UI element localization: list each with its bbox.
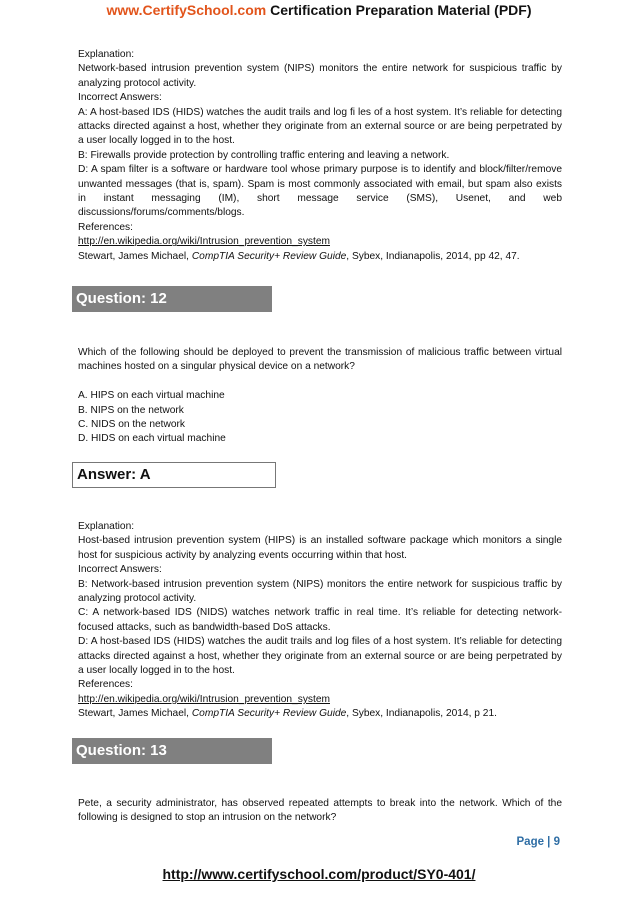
- option-d: D. HIDS on each virtual machine: [78, 433, 226, 445]
- question-text: Pete, a security administrator, has observed repeated attempts to break into the network. Which of the following is designed to stop an intrusion on the network?: [78, 798, 562, 824]
- explanation-text: B: Firewalls provide protection by controlling traffic entering and leaving a network.: [78, 149, 450, 161]
- header-title: Certification Preparation Material (PDF): [270, 2, 532, 18]
- explanation-label: Explanation:: [78, 521, 135, 532]
- reference-link[interactable]: http://en.wikipedia.org/wiki/Intrusion_prevention_system: [78, 236, 330, 248]
- explanation-label: Explanation:: [78, 49, 135, 60]
- option-c: C. NIDS on the network: [78, 419, 186, 431]
- question-13-heading: Question: 13: [72, 738, 272, 764]
- page-number: Page | 9: [516, 836, 560, 848]
- answer-box: Answer: A: [72, 462, 276, 488]
- explanation-block-11: [78, 48, 562, 264]
- explanation-text: Network-based intrusion prevention system (NIPS) monitors the entire network for suspicious traffic by analyzing protocol activity.: [78, 63, 562, 89]
- option-a: A. HIPS on each virtual machine: [78, 390, 225, 402]
- explanation-text: B: Network-based intrusion prevention system (NIPS) monitors the entire network for suspicious traffic by analyzing protocol activity.: [78, 578, 562, 605]
- page-footer: [0, 866, 638, 882]
- explanation-text: Host-based intrusion prevention system (HIPS) is an installed software package which monitors a single host for suspicious activity by analyzing events occurring within that host.: [78, 535, 562, 561]
- question-text: Which of the following should be deployed to prevent the transmission of malicious traffic between virtual machines hosted on a singular physical device on a network?: [78, 347, 562, 373]
- option-b: B. NIPS on the network: [78, 404, 184, 416]
- incorrect-answers-label: Incorrect Answers:: [78, 564, 162, 576]
- explanation-text: D: A host-based IDS (HIDS) watches the audit trails and log files of a host system. It’s reliable for detecting attacks directed against a host, whether they originate from an external source or are being perpetrated by a user locally logged in to the host.: [78, 636, 562, 677]
- footer-product-link[interactable]: http://www.certifyschool.com/product/SY0-401/: [162, 866, 476, 882]
- header-brand-link[interactable]: www.CertifySchool.com: [106, 2, 267, 18]
- reference-citation: Stewart, James Michael, CompTIA Security+ Review Guide, Sybex, Indianapolis, 2014, p 21.: [78, 708, 497, 720]
- explanation-text: C: A network-based IDS (NIDS) watches network traffic in real time. It’s reliable for detecting network-focused attacks, such as bandwidth-based DoS attacks.: [78, 607, 562, 633]
- explanation-text: A: A host-based IDS (HIDS) watches the audit trails and log fi les of a host system. It’s reliable for detecting attacks directed against a host, whether they originate from an external source or are being perpetrated by a user locally logged in to the host.: [78, 106, 562, 147]
- page-header: [0, 2, 638, 18]
- explanation-text: D: A spam filter is a software or hardware tool whose primary purpose is to identify and block/filter/remove unwanted messages (that is, spam). Spam is most commonly associated with email, but spam also exists in instant messaging (IM), short message service (SMS), Usenet, and web discussions/forums/comments/blogs.: [78, 164, 562, 219]
- question-12-body: [78, 346, 562, 447]
- reference-citation: Stewart, James Michael, CompTIA Security+ Review Guide, Sybex, Indianapolis, 2014, pp 42, 47.: [78, 250, 520, 262]
- references-label: References:: [78, 679, 133, 691]
- incorrect-answers-label: Incorrect Answers:: [78, 92, 162, 104]
- references-label: References:: [78, 221, 133, 233]
- reference-link[interactable]: http://en.wikipedia.org/wiki/Intrusion_prevention_system: [78, 693, 330, 705]
- explanation-block-12: [78, 520, 562, 722]
- question-13-body: [78, 797, 562, 826]
- question-12-heading: Question: 12: [72, 286, 272, 312]
